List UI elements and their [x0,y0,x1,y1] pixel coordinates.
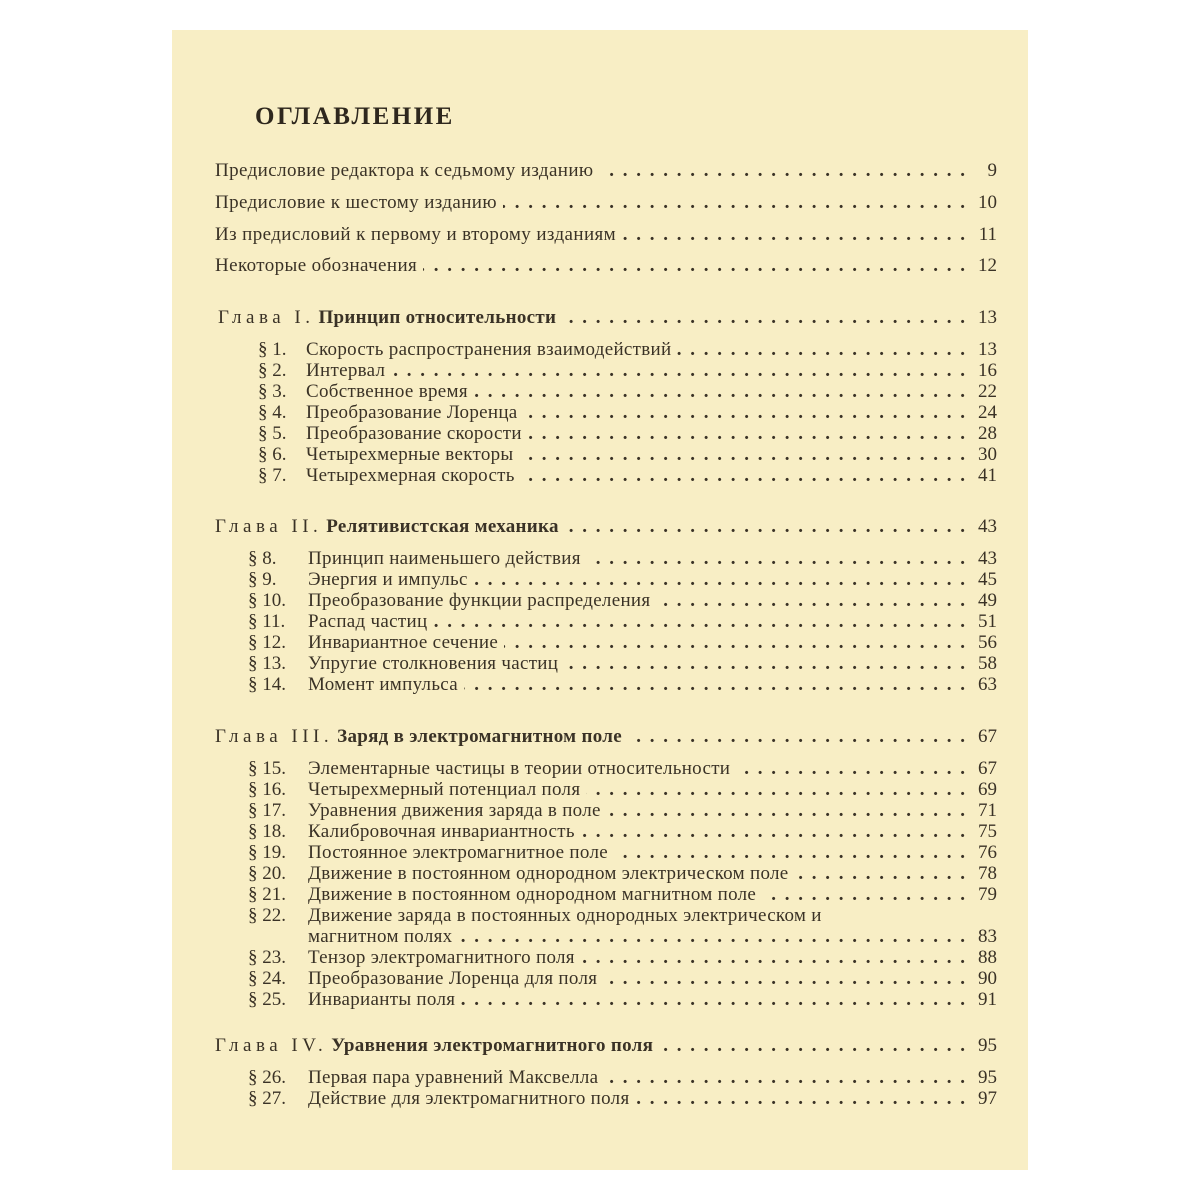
dot-leader [524,402,967,424]
page-number: 56 [978,632,997,653]
section-number: § 9. [248,569,277,590]
page-number: 13 [978,307,997,328]
dot-leader [474,381,967,403]
toc-entry-section [248,884,997,906]
dot-leader [391,360,967,382]
dot-leader [622,224,967,246]
toc-entry-section [248,548,997,570]
toc-entry-section [258,423,997,445]
chapter-heading [215,726,997,748]
entry-text: Принцип наименьшего действия [308,548,581,569]
section-number: § 27. [248,1088,286,1109]
chapter-label: Глава I. [218,307,315,328]
entry-text: Первая пара уравнений Максвелла [308,1067,599,1088]
toc-entry-section [248,947,997,969]
dot-leader [520,444,968,466]
section-number: § 21. [248,884,286,905]
page-number: 79 [978,884,997,905]
dot-leader [614,842,967,864]
page-number: 28 [978,423,997,444]
entry-text: Движение заряда в постоянных однородных электрическом и [308,905,822,926]
dot-leader [562,307,967,329]
dot-leader [795,863,967,885]
chapter-title: Принцип относительности [318,307,557,328]
section-number: § 15. [248,758,286,779]
entry-text: Некоторые обозначения [215,255,418,276]
page-number: 12 [978,255,997,276]
entry-text: Постоянное электромагнитное поле [308,842,608,863]
entry-text: Четырехмерный потенциал поля [308,779,581,800]
section-number: § 17. [248,800,286,821]
entry-text: Энергия и импульс [308,569,468,590]
toc-entry-section [248,800,997,822]
page-number: 97 [978,1088,997,1109]
section-number: § 25. [248,989,286,1010]
page-number: 95 [978,1067,997,1088]
page-number: 69 [978,779,997,800]
chapter-heading [215,516,997,538]
page-number: 10 [978,192,997,213]
page-number: 76 [978,842,997,863]
dot-leader [423,255,967,277]
toc-entry-section [248,653,997,675]
chapter-heading [218,307,997,329]
section-number: § 22. [248,905,286,926]
entry-text-continued: магнитном полях [308,926,453,947]
toc-entry-section [248,989,997,1011]
page-number: 67 [978,726,997,747]
toc-entry-continuation [308,926,997,948]
section-number: § 18. [248,821,286,842]
dot-leader [503,192,967,214]
section-number: § 26. [248,1067,286,1088]
page-number: 16 [978,360,997,381]
page-number: 78 [978,863,997,884]
entry-text: Калибровочная инвариантность [308,821,575,842]
entry-text: Преобразование Лоренца для поля [308,968,598,989]
dot-leader [458,926,967,948]
chapter-label: Глава IV. [215,1035,328,1056]
page-number: 51 [978,611,997,632]
toc-entry-section [248,758,997,780]
page-number: 63 [978,674,997,695]
entry-text: Преобразование Лоренца [306,402,518,423]
dot-leader [564,653,967,675]
page-title: ОГЛАВЛЕНИЕ [255,103,455,130]
page-number: 67 [978,758,997,779]
page-number: 58 [978,653,997,674]
page-number: 75 [978,821,997,842]
toc-entry-front [215,224,997,246]
section-number: § 2. [258,360,287,381]
toc-entry-section [248,1067,997,1089]
page-number: 45 [978,569,997,590]
section-number: § 1. [258,339,287,360]
section-number: § 13. [248,653,286,674]
dot-leader [461,989,967,1011]
page-number: 90 [978,968,997,989]
page-number: 24 [978,402,997,423]
dot-leader [600,160,967,182]
page-number: 71 [978,800,997,821]
page-number: 30 [978,444,997,465]
toc-entry-section [248,905,997,927]
dot-leader [586,779,967,801]
section-number: § 7. [258,465,287,486]
entry-text: Момент импульса [308,674,459,695]
section-number: § 12. [248,632,286,653]
entry-text: Движение в постоянном однородном электрическом поле [308,863,789,884]
toc-entry-front [215,255,997,277]
entry-text: Предисловие к шестому изданию [215,192,497,213]
toc-entry-section [258,402,997,424]
toc-entry-section [248,611,997,633]
entry-text: Инвариантное сечение [308,632,499,653]
page-number: 95 [978,1035,997,1056]
entry-text: Элементарные частицы в теории относительности [308,758,731,779]
toc-entry-section [248,674,997,696]
section-number: § 14. [248,674,286,695]
dot-leader [659,1035,967,1057]
dot-leader [565,516,967,538]
dot-leader [521,465,967,487]
page-number: 11 [978,224,997,245]
section-number: § 24. [248,968,286,989]
dot-leader [636,1088,967,1110]
toc-entry-section [248,968,997,990]
entry-text: Преобразование скорости [306,423,522,444]
page-number: 43 [978,548,997,569]
page-number: 41 [978,465,997,486]
entry-text: Движение в постоянном однородном магнитном поле [308,884,757,905]
dot-leader [581,947,967,969]
section-number: § 16. [248,779,286,800]
page-number: 88 [978,947,997,968]
entry-text: Упругие столкновения частиц [308,653,559,674]
entry-text: Из предисловий к первому и второму изданиям [215,224,617,245]
page-number: 83 [978,926,997,947]
page-number: 22 [978,381,997,402]
entry-text: Преобразование функции распределения [308,590,651,611]
entry-text: Уравнения движения заряда в поле [308,800,601,821]
toc-entry-section [248,779,997,801]
dot-leader [603,968,967,990]
section-number: § 20. [248,863,286,884]
entry-text: Предисловие редактора к седьмому изданию [215,160,594,181]
chapter-label: Глава III. [215,726,334,747]
dot-leader [504,632,967,654]
dot-leader [628,726,967,748]
toc-entry-front [215,192,997,214]
page-number: 91 [978,989,997,1010]
chapter-heading [215,1035,997,1057]
toc-entry-section [258,381,997,403]
section-number: § 8. [248,548,277,569]
dot-leader [607,800,967,822]
dot-leader [433,611,967,633]
dot-leader [677,339,967,361]
chapter-title: Уравнения электромагнитного поля [331,1035,654,1056]
toc-entry-section [258,465,997,487]
dot-leader [464,674,967,696]
entry-text: Распад частиц [308,611,428,632]
section-number: § 11. [248,611,286,632]
page-number: 49 [978,590,997,611]
dot-leader [528,423,967,445]
entry-text: Тензор электромагнитного поля [308,947,575,968]
dot-leader [581,821,967,843]
toc-entry-section [248,569,997,591]
section-number: § 10. [248,590,286,611]
section-number: § 23. [248,947,286,968]
entry-text: Скорость распространения взаимодействий [306,339,672,360]
toc-entry-section [248,842,997,864]
toc-entry-front [215,160,997,182]
dot-leader [474,569,967,591]
entry-text: Инварианты поля [308,989,456,1010]
toc-entry-section [248,632,997,654]
section-number: § 4. [258,402,287,423]
dot-leader [587,548,967,570]
chapter-title: Заряд в электромагнитном поле [337,726,622,747]
entry-text: Четырехмерная скорость [306,465,515,486]
section-number: § 3. [258,381,287,402]
section-number: § 6. [258,444,287,465]
page-number: 43 [978,516,997,537]
entry-text: Интервал [306,360,386,381]
page-number: 9 [987,160,997,181]
toc-entry-section [248,590,997,612]
toc-entry-section [258,339,997,361]
toc-entry-section [248,863,997,885]
entry-text: Собственное время [306,381,468,402]
toc-entry-section [248,821,997,843]
entry-text: Четырехмерные векторы [306,444,514,465]
chapter-label: Глава II. [215,516,323,537]
toc-entry-section [258,360,997,382]
chapter-title: Релятивистская механика [326,516,559,537]
dot-leader [656,590,967,612]
page-number: 13 [978,339,997,360]
dot-leader [604,1067,967,1089]
section-number: § 5. [258,423,287,444]
toc-entry-section [258,444,997,466]
section-number: § 19. [248,842,286,863]
dot-leader [736,758,967,780]
dot-leader [762,884,967,906]
toc-entry-section [248,1088,997,1110]
entry-text: Действие для электромагнитного поля [308,1088,630,1109]
